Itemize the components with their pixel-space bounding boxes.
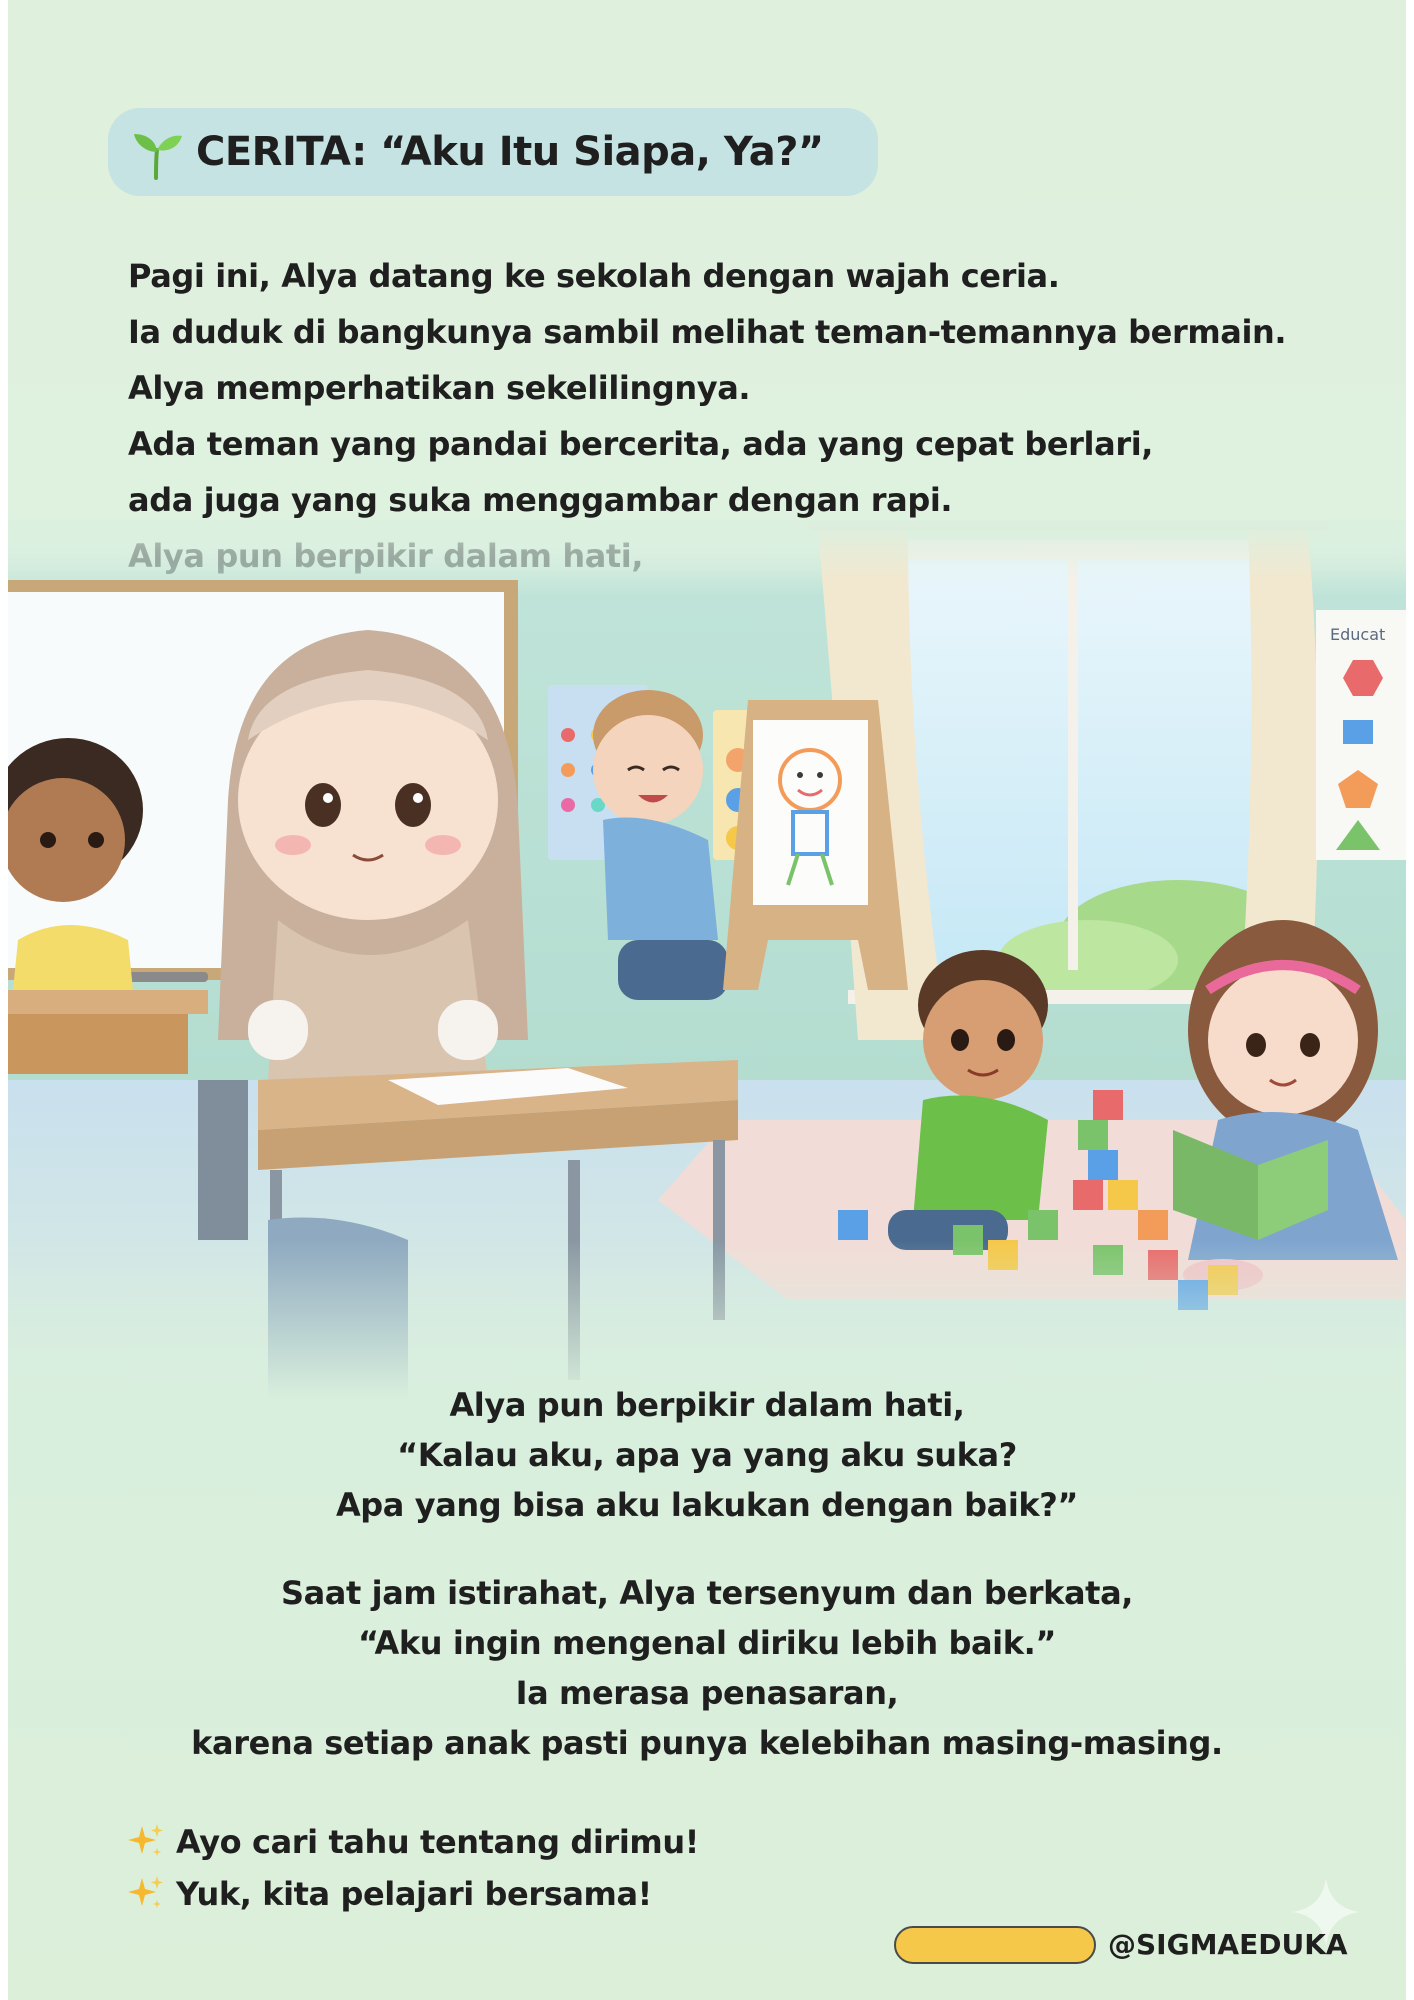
thought-line: “Kalau aku, apa ya yang aku suka? (397, 1436, 1017, 1474)
thought-line: Apa yang bisa aku lakukan dengan baik?” (335, 1486, 1079, 1524)
cta-text: Ayo cari tahu tentang dirimu! (176, 1823, 699, 1861)
back-desk (198, 1080, 248, 1240)
alya-girl-character (218, 630, 528, 1080)
recess-paragraph (8, 1568, 1406, 1768)
recess-line: “Aku ingin mengenal diriku lebih baik.” (358, 1624, 1056, 1662)
classroom-illustration (8, 520, 1406, 1400)
sprout-icon (126, 122, 186, 182)
cta-item (126, 1868, 699, 1920)
sparkle-icon (126, 1874, 166, 1914)
intro-line: Ada teman yang pandai bercerita, ada yang cepat berlari, (128, 425, 1154, 463)
shapes-poster (1316, 610, 1406, 860)
handle-highlight-bar (894, 1926, 1096, 1964)
recess-line: Ia merasa penasaran, (515, 1674, 899, 1712)
recess-line: karena setiap anak pasti punya kelebihan masing-masing. (191, 1724, 1223, 1762)
cta-item (126, 1816, 699, 1868)
poster-label: Educat (1330, 625, 1386, 644)
recess-line: Saat jam istirahat, Alya tersenyum dan berkata, (280, 1574, 1134, 1612)
intro-line: ada juga yang suka menggambar dengan rapi. (128, 481, 953, 519)
social-handle: @SIGMAEDUKA (1108, 1928, 1348, 1961)
thought-line: Alya pun berpikir dalam hati, (449, 1386, 965, 1424)
call-to-action (126, 1816, 699, 1920)
intro-line: Pagi ini, Alya datang ke sekolah dengan wajah ceria. (128, 257, 1060, 295)
story-title-pill (108, 108, 878, 196)
intro-line: Ia duduk di bangkunya sambil melihat teman-temannya bermain. (128, 313, 1287, 351)
cta-text: Yuk, kita pelajari bersama! (176, 1875, 652, 1913)
intro-line: Alya memperhatikan sekelilingnya. (128, 369, 751, 407)
sparkle-icon (126, 1822, 166, 1862)
thought-paragraph (8, 1380, 1406, 1530)
story-title: CERITA: “Aku Itu Siapa, Ya?” (196, 129, 824, 175)
